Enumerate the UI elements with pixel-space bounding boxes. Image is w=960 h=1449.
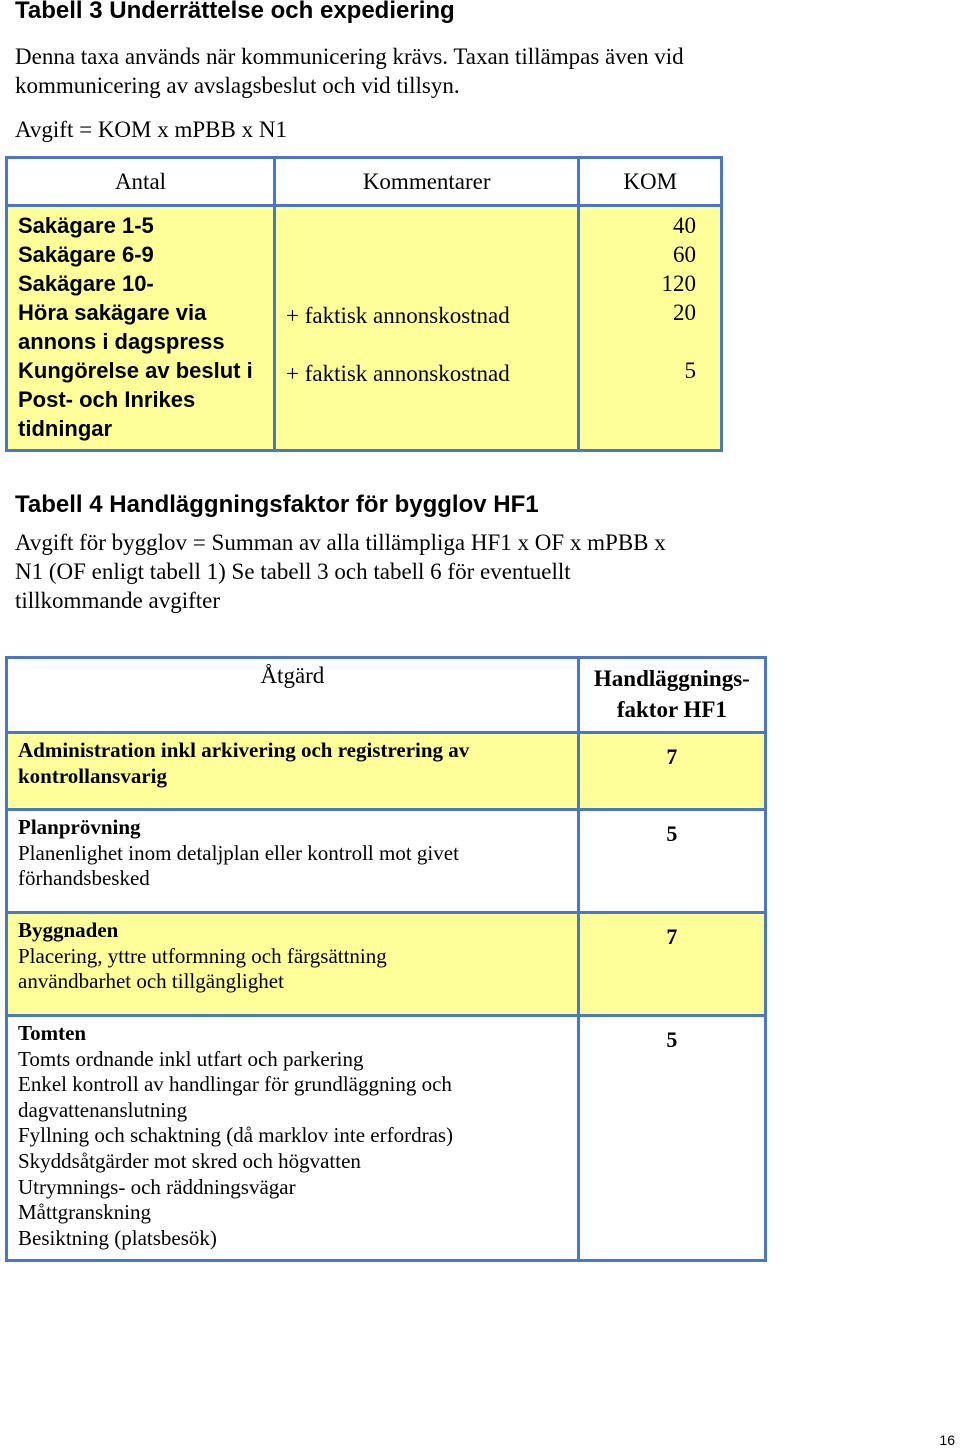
- handling-factor-table: [5, 656, 767, 1262]
- kom-column: [579, 206, 722, 451]
- table-row: Sakägare 1-5: [18, 213, 154, 238]
- table4-intro-line-2: N1 (OF enligt tabell 1) Se tabell 3 och tabell 6 för eventuellt: [15, 559, 571, 584]
- table4-title: Tabell 4 Handläggningsfaktor för bygglov HF1: [15, 491, 539, 518]
- table3-intro-line-1: Denna taxa används när kommunicering krävs. Taxan tillämpas även vid: [15, 44, 684, 69]
- antal-cells: [8, 207, 273, 449]
- table-row: tidningar: [18, 416, 113, 441]
- table3-intro-line-2: kommunicering av avslagsbeslut och vid tillsyn.: [15, 73, 460, 98]
- kom-value: 40: [673, 213, 696, 238]
- row-line: Måttgranskning: [18, 1200, 151, 1225]
- kom-value: 60: [673, 242, 696, 267]
- notification-fee-table: [5, 156, 723, 452]
- row-line: Tomts ordnande inkl utfart och parkering: [18, 1046, 364, 1071]
- kommentarer-column: [274, 206, 578, 451]
- table4-intro-line-1: Avgift för bygglov = Summan av alla tillämpliga HF1 x OF x mPBB x: [15, 530, 666, 555]
- kom-value: 20: [673, 300, 696, 325]
- comment-ad-cost: + faktisk annonskostnad: [285, 303, 510, 328]
- table-row: Kungörelse av beslut i: [18, 358, 253, 383]
- row-line: Utrymnings- och räddningsvägar: [18, 1174, 296, 1199]
- hf1-value: 7: [666, 744, 678, 769]
- table-row: annons i dagspress: [18, 329, 225, 354]
- table3-formula: Avgift = KOM x mPBB x N1: [15, 117, 287, 142]
- header-kommentarer: Kommentarer: [274, 158, 578, 206]
- row-line: Enkel kontroll av handlingar för grundläggning och: [18, 1072, 452, 1097]
- header-antal: Antal: [7, 158, 275, 206]
- row-line: dagvattenanslutning: [18, 1097, 188, 1122]
- row-title: kontrollansvarig: [18, 763, 167, 788]
- row-line: Planenlighet inom detaljplan eller kontroll mot givet: [18, 840, 459, 865]
- row-title: Tomten: [18, 1021, 87, 1045]
- row-line: Skyddsåtgärder mot skred och högvatten: [18, 1148, 361, 1173]
- kom-cells: [580, 207, 720, 391]
- table3-intro: [15, 42, 684, 100]
- header-kom: KOM: [579, 158, 722, 206]
- kom-value: 120: [661, 271, 696, 296]
- table4-intro-line-3: tillkommande avgifter: [15, 588, 221, 613]
- row-title: Byggnaden: [18, 918, 119, 942]
- page-number: 16: [939, 1432, 955, 1448]
- table-row: [7, 913, 766, 1016]
- table-header-row: [7, 658, 766, 733]
- table-row: [7, 733, 766, 810]
- table-row: Sakägare 6-9: [18, 242, 154, 267]
- row-line: förhandsbesked: [18, 866, 150, 891]
- table4-intro: [15, 528, 666, 615]
- hf1-value: 5: [666, 821, 678, 846]
- hf1-value: 7: [666, 924, 678, 949]
- row-line: Fyllning och schaktning (då marklov inte erfordras): [18, 1123, 454, 1148]
- comment-ad-cost: + faktisk annonskostnad: [285, 361, 510, 386]
- antal-column: [7, 206, 275, 451]
- hf1-value: 5: [666, 1027, 678, 1052]
- header-hf1: Handläggnings- faktor HF1: [578, 658, 765, 733]
- header-atgard: Åtgärd: [7, 658, 579, 733]
- row-line: Besiktning (platsbesök): [18, 1225, 217, 1250]
- table-row: [7, 1016, 766, 1261]
- row-line: användbarhet och tillgänglighet: [18, 969, 284, 994]
- table-row: Sakägare 10-: [18, 271, 154, 296]
- table-header-row: [7, 158, 722, 206]
- table-body-row: [7, 206, 722, 451]
- table-row: [7, 810, 766, 913]
- row-line: Placering, yttre utformning och färgsättning: [18, 943, 387, 968]
- row-title: Planprövning: [18, 815, 141, 839]
- table-row: Post- och Inrikes: [18, 387, 196, 412]
- table-row: Höra sakägare via: [18, 300, 207, 325]
- kom-value: 5: [684, 358, 696, 383]
- kommentarer-cells: [276, 207, 577, 394]
- table3-title: Tabell 3 Underrättelse och expediering: [15, 0, 455, 24]
- row-title: Administration inkl arkivering och registrering av: [18, 738, 470, 762]
